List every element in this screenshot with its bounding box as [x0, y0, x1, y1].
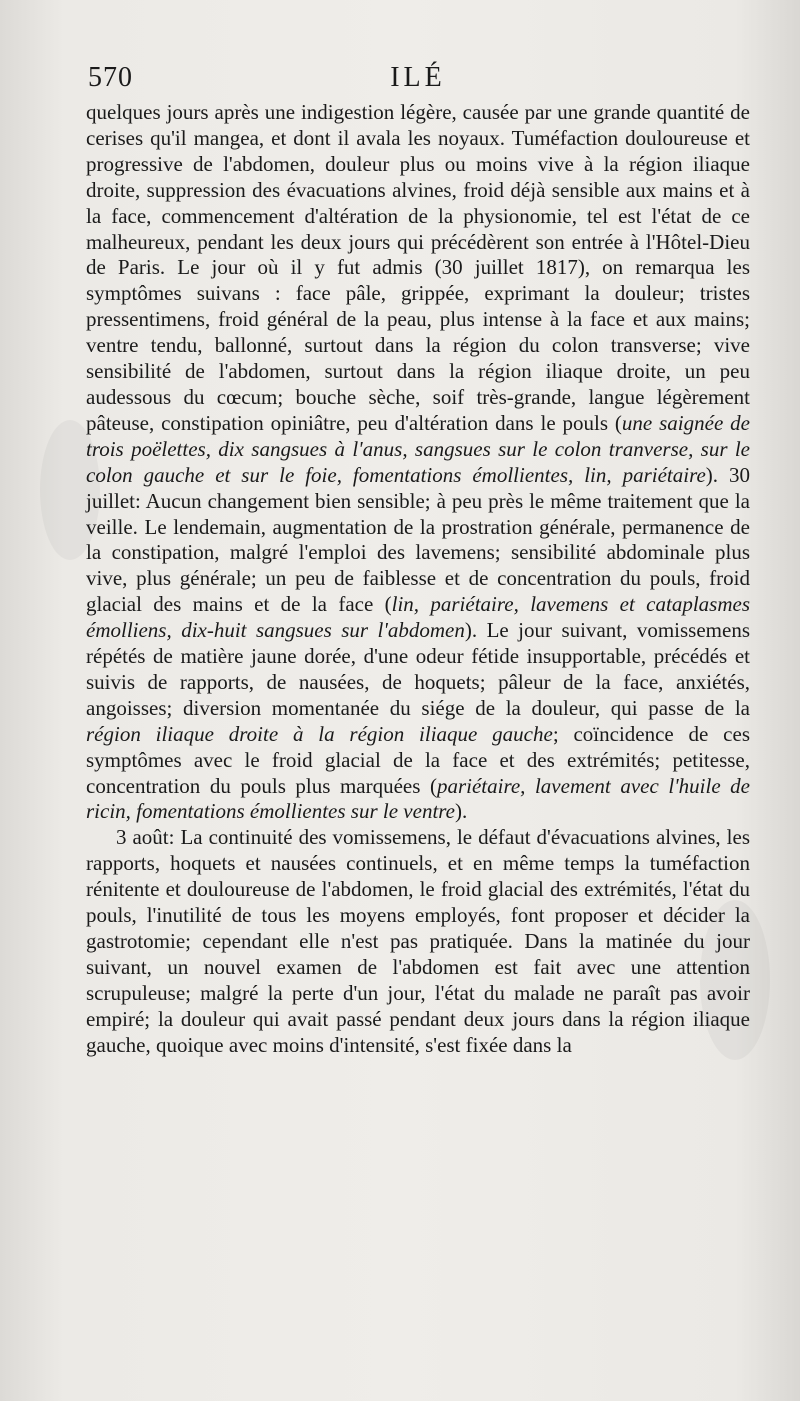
running-head: ILÉ: [390, 62, 446, 93]
italic-text: lin, pariétaire, lavemens et cataplasmes émolliens, dix-huit sangsues sur l'abdomen: [86, 592, 750, 643]
page-header: [88, 62, 748, 92]
text-run: ; coïncidence de ces symptômes avec le froid glacial de la face et des extrémités; petitesse, concentration du pouls plus marquées (: [86, 721, 750, 798]
page-number: 570: [88, 62, 133, 93]
text-run: ). 30 juillet: Aucun changement bien sensible; à peu près le même traitement que la veille. Le lendemain, augmentation de la prostration générale, permanence de la constipation, malgré l'emploi des lavemens; sensibilité abdominale plus vive, plus générale; un peu de faiblesse et de concentration du pouls, froid glacial des mains et de la face (: [86, 462, 750, 617]
italic-text: pariétaire, lavement avec l'huile de ricin, fomentations émollientes sur le ventre: [86, 773, 750, 824]
paragraph: [86, 825, 750, 1058]
italic-text: une saignée de trois poëlettes, dix sangsues à l'anus, sangsues sur le colon tranverse, sur le colon gauche et sur le foie, fomentations émollientes, lin, pariétaire: [86, 410, 750, 487]
paragraph: [86, 100, 750, 825]
text-run: ). Le jour suivant, vomissemens répétés de matière jaune dorée, d'une odeur fétide insupportable, précédés et suivis de rapports, de nausées, de hoquets; pâleur de la face, anxiétés, angoisses; diversion momentanée du siége de la douleur, qui passe de la: [86, 618, 750, 720]
body-text: [86, 100, 750, 1059]
text-run: quelques jours après une indigestion légère, causée par une grande quantité de cerises qu'il mangea, et dont il avala les noyaux. Tuméfaction douloureuse et progressive de l'abdomen, douleur plus ou moins vive à la région iliaque droite, suppression des évacuations alvines, froid déjà sensible aux mains et à la face, commencement d'altération de la physionomie, tel est l'état de ce malheureux, pendant les deux jours qui précédèrent son entrée à l'Hôtel-Dieu de Paris. Le jour où il y fut admis (30 juillet 1817), on remarqua les symptômes suivans : face pâle, grippée, exprimant la douleur; tristes pressentimens, froid général de la peau, plus intense à la face et aux mains; ventre tendu, ballonné, surtout dans la région du colon transverse; vive sensibilité de l'abdomen, surtout dans la région iliaque droite, un peu audessous du cœcum; bouche sèche, soif très-grande, langue légèrement pâteuse, constipation opiniâtre, peu d'altération dans le pouls (: [86, 100, 750, 435]
text-run: ).: [455, 799, 468, 824]
italic-text: région iliaque droite à la région iliaque gauche: [86, 721, 553, 746]
text-run: 3 août: La continuité des vomissemens, le défaut d'évacuations alvines, les rapports, hoquets et nausées continuels, et en même temps la tuméfaction rénitente et douloureuse de l'abdomen, le froid glacial des extrémités, l'état du pouls, l'inutilité de tous les moyens employés, font proposer et décider la gastrotomie; cependant elle n'est pas pratiquée. Dans la matinée du jour suivant, un nouvel examen de l'abdomen est fait avec une attention scrupuleuse; malgré la perte d'un jour, l'état du malade ne paraît pas avoir empiré; la douleur qui avait passé pendant deux jours dans la région iliaque gauche, quoique avec moins d'intensité, s'est fixée dans la: [86, 825, 750, 1057]
